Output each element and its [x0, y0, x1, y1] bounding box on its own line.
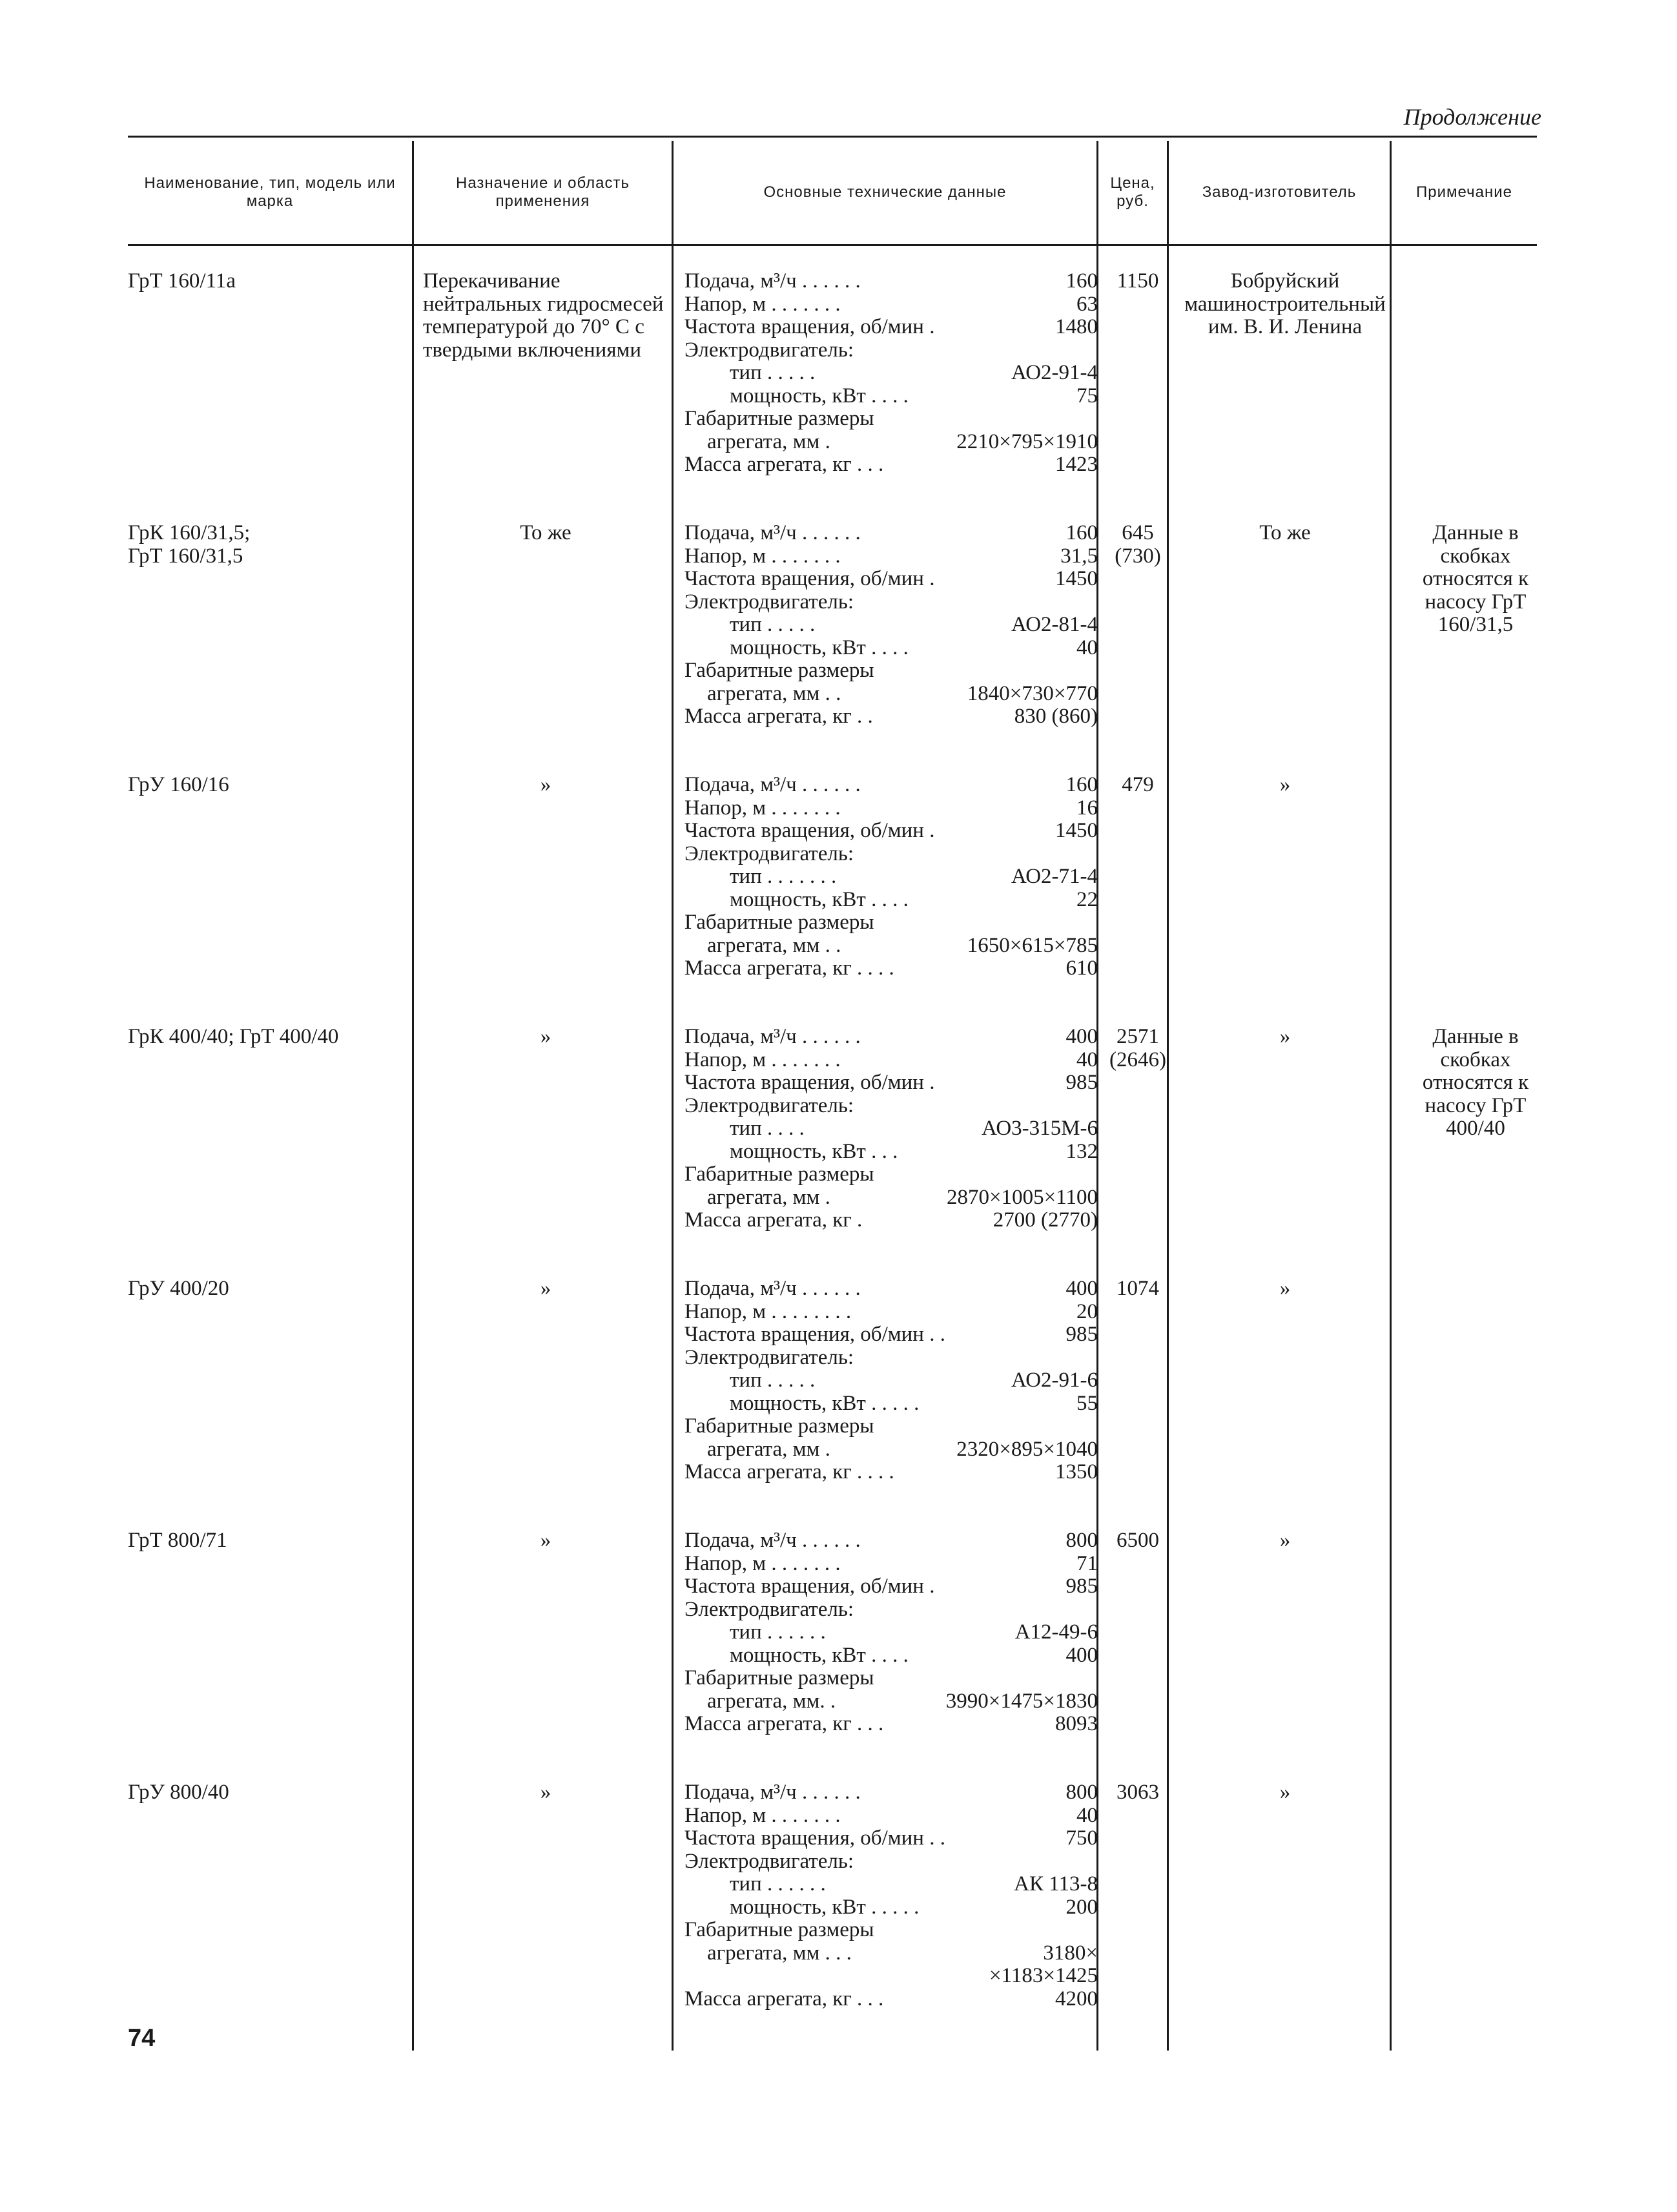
- tech-line: [684, 1277, 1098, 1301]
- pump-model: ГрУ 400/20: [128, 1277, 229, 1300]
- tech-line: [684, 889, 1098, 912]
- column-divider: [412, 141, 414, 2051]
- tech-value: 610: [1065, 956, 1098, 980]
- tech-label: Подача, м³/ч . . . . . .: [684, 1781, 861, 1804]
- pump-model: ГрК 400/40; ГрТ 400/40: [128, 1025, 339, 1048]
- tech-line: [684, 1071, 1098, 1095]
- tech-value: 3180×: [1043, 1941, 1098, 1965]
- tech-value: 2870×1005×1100: [947, 1185, 1098, 1209]
- tech-line: [684, 270, 1098, 293]
- tech-line: [684, 1781, 1098, 1804]
- tech-label: Частота вращения, об/мин . .: [684, 1826, 945, 1850]
- tech-line: [684, 1965, 1098, 1988]
- tech-value: 800: [1065, 1529, 1098, 1552]
- manufacturer: »: [1279, 1025, 1291, 1048]
- tech-line: [684, 1942, 1098, 1965]
- tech-line: [684, 1598, 1098, 1622]
- tech-line: [684, 293, 1098, 316]
- tech-line: [684, 568, 1098, 591]
- tech-line: [684, 1392, 1098, 1416]
- tech-label: мощность, кВт . . . .: [730, 636, 909, 659]
- tech-label: Подача, м³/ч . . . . . .: [684, 269, 861, 293]
- tech-label: Подача, м³/ч . . . . . .: [684, 1529, 861, 1552]
- purpose-text: То же: [520, 521, 571, 544]
- tech-label: Частота вращения, об/мин . .: [684, 1323, 945, 1346]
- tech-label: Масса агрегата, кг . . . .: [684, 956, 894, 980]
- tech-value: 1350: [1055, 1460, 1098, 1483]
- manufacturer: »: [1279, 1529, 1291, 1552]
- tech-label: тип . . . . .: [730, 1369, 816, 1392]
- tech-line: [684, 1804, 1098, 1828]
- header-purpose: Назначение и область применения: [456, 174, 630, 210]
- tech-label: агрегата, мм . .: [707, 681, 841, 705]
- tech-label: мощность, кВт . . . .: [730, 384, 909, 408]
- tech-line: [684, 865, 1098, 889]
- price: 645 (730): [1115, 521, 1161, 568]
- tech-label: мощность, кВт . . . .: [730, 1643, 909, 1667]
- tech-label: Габаритные размеры: [684, 911, 874, 934]
- tech-line: [684, 339, 1098, 362]
- tech-value: 400: [1065, 1643, 1098, 1667]
- tech-value: 160: [1065, 521, 1098, 544]
- note: Данные в скобках относятся к насосу ГрТ 160/31,5: [1422, 521, 1529, 636]
- tech-value: АО2-91-6: [1011, 1369, 1098, 1392]
- technical-data: [684, 270, 1098, 477]
- manufacturer: »: [1279, 773, 1291, 796]
- tech-value: 40: [1076, 636, 1098, 659]
- tech-line: [684, 1919, 1098, 1942]
- purpose-text: »: [540, 1025, 551, 1048]
- tech-value: АО2-71-4: [1011, 865, 1098, 888]
- tech-line: [684, 1621, 1098, 1644]
- tech-line: [684, 1186, 1098, 1210]
- tech-label: Электродвигатель:: [684, 1345, 854, 1369]
- tech-value: 2320×895×1040: [956, 1437, 1098, 1461]
- technical-data: [684, 1026, 1098, 1232]
- tech-value: 400: [1065, 1277, 1098, 1300]
- header-maker: Завод-изготовитель: [1202, 183, 1357, 201]
- column-divider: [1390, 141, 1392, 2051]
- tech-line: [684, 1117, 1098, 1141]
- table-top-rule: [128, 136, 1537, 138]
- tech-label: мощность, кВт . . . . .: [730, 1391, 920, 1415]
- tech-line: [684, 1827, 1098, 1850]
- tech-label: Габаритные размеры: [684, 1666, 874, 1690]
- tech-label: Масса агрегата, кг . . .: [684, 1712, 884, 1735]
- tech-line: [684, 408, 1098, 431]
- tech-value: 8093: [1055, 1712, 1098, 1735]
- purpose-text: »: [540, 1277, 551, 1300]
- tech-value: 985: [1065, 1575, 1098, 1598]
- note: Данные в скобках относятся к насосу ГрТ 400/40: [1422, 1025, 1529, 1140]
- column-divider: [672, 141, 674, 2051]
- tech-line: [684, 1575, 1098, 1598]
- tech-value: 71: [1076, 1551, 1098, 1575]
- tech-line: [684, 820, 1098, 843]
- tech-line: [684, 1209, 1098, 1232]
- price: 2571 (2646): [1109, 1025, 1166, 1071]
- tech-value: 160: [1065, 773, 1098, 796]
- tech-label: Напор, м . . . . . . .: [684, 796, 841, 820]
- tech-value: 1650×615×785: [967, 933, 1098, 957]
- tech-label: агрегата, мм . .: [707, 933, 841, 957]
- tech-value: 20: [1076, 1299, 1098, 1323]
- tech-value: ×1183×1425: [989, 1964, 1098, 1987]
- tech-label: тип . . . . . .: [730, 1620, 826, 1644]
- page-number: 74: [128, 2025, 156, 2052]
- tech-label: Масса агрегата, кг . . . .: [684, 1460, 894, 1483]
- tech-line: [684, 683, 1098, 706]
- tech-label: агрегата, мм .: [707, 1437, 830, 1461]
- technical-data: [684, 1529, 1098, 1736]
- tech-value: 1423: [1055, 453, 1098, 476]
- tech-value: 160: [1065, 269, 1098, 293]
- tech-line: [684, 1347, 1098, 1370]
- tech-value: 75: [1076, 384, 1098, 408]
- tech-value: 200: [1065, 1895, 1098, 1919]
- tech-value: 40: [1076, 1803, 1098, 1827]
- tech-line: [684, 911, 1098, 935]
- tech-value: 31,5: [1060, 544, 1098, 568]
- tech-line: [684, 522, 1098, 545]
- price: 479: [1122, 773, 1154, 796]
- tech-label: Масса агрегата, кг . . .: [684, 453, 884, 476]
- tech-line: [684, 431, 1098, 454]
- purpose-text: »: [540, 1781, 551, 1804]
- tech-value: 2700 (2770): [993, 1208, 1098, 1232]
- tech-label: мощность, кВт . . . . .: [730, 1895, 920, 1919]
- tech-line: [684, 362, 1098, 385]
- tech-line: [684, 1163, 1098, 1186]
- tech-label: Напор, м . . . . . . .: [684, 1803, 841, 1827]
- tech-line: [684, 1369, 1098, 1392]
- tech-label: тип . . . . . . .: [730, 865, 837, 888]
- tech-label: Подача, м³/ч . . . . . .: [684, 773, 861, 796]
- tech-label: Электродвигатель:: [684, 842, 854, 865]
- price: 3063: [1116, 1781, 1159, 1804]
- tech-label: Масса агрегата, кг . .: [684, 705, 873, 728]
- tech-line: [684, 1438, 1098, 1462]
- tech-label: Частота вращения, об/мин .: [684, 315, 935, 338]
- tech-line: [684, 843, 1098, 866]
- manufacturer: Бобруйский машиностроительный им. В. И. Ленина: [1184, 269, 1386, 338]
- tech-label: Габаритные размеры: [684, 407, 874, 430]
- pump-model: ГрК 160/31,5; ГрТ 160/31,5: [128, 521, 251, 568]
- tech-value: 63: [1076, 292, 1098, 316]
- tech-line: [684, 797, 1098, 820]
- tech-label: Электродвигатель:: [684, 1849, 854, 1873]
- tech-value: 830 (860): [1014, 705, 1098, 728]
- header-price: Цена, руб.: [1110, 174, 1155, 210]
- tech-label: тип . . . . . .: [730, 1872, 826, 1896]
- tech-line: [684, 935, 1098, 958]
- pump-model: ГрУ 800/40: [128, 1781, 229, 1804]
- tech-label: Напор, м . . . . . . .: [684, 292, 841, 316]
- tech-value: 985: [1065, 1323, 1098, 1346]
- tech-label: Габаритные размеры: [684, 1918, 874, 1941]
- tech-label: Подача, м³/ч . . . . . .: [684, 1025, 861, 1048]
- tech-value: А12-49-6: [1014, 1620, 1098, 1644]
- tech-value: АО2-91-4: [1011, 361, 1098, 384]
- tech-label: Напор, м . . . . . . .: [684, 1048, 841, 1071]
- pump-model: ГрУ 160/16: [128, 773, 229, 796]
- tech-label: агрегата, мм. .: [707, 1689, 836, 1713]
- tech-value: 400: [1065, 1025, 1098, 1048]
- manufacturer: »: [1279, 1277, 1291, 1300]
- purpose-text: »: [540, 773, 551, 796]
- tech-line: [684, 614, 1098, 637]
- tech-line: [684, 774, 1098, 797]
- tech-label: Подача, м³/ч . . . . . .: [684, 1277, 861, 1300]
- purpose-text: »: [540, 1529, 551, 1552]
- technical-data: [684, 522, 1098, 729]
- tech-line: [684, 1323, 1098, 1347]
- tech-label: тип . . . . .: [730, 361, 816, 384]
- tech-label: Частота вращения, об/мин .: [684, 1071, 935, 1094]
- tech-label: агрегата, мм .: [707, 429, 830, 453]
- pump-model: ГрТ 160/11а: [128, 269, 236, 293]
- tech-label: Подача, м³/ч . . . . . .: [684, 521, 861, 544]
- tech-line: [684, 1026, 1098, 1049]
- tech-label: мощность, кВт . . . .: [730, 887, 909, 911]
- tech-label: Габаритные размеры: [684, 1163, 874, 1186]
- manufacturer: »: [1279, 1781, 1291, 1804]
- tech-line: [684, 316, 1098, 339]
- header-name: Наименование, тип, модель или марка: [144, 174, 396, 210]
- tech-label: Напор, м . . . . . . .: [684, 544, 841, 568]
- tech-label: Масса агрегата, кг .: [684, 1208, 863, 1232]
- tech-line: [684, 385, 1098, 408]
- tech-label: мощность, кВт . . .: [730, 1139, 898, 1163]
- tech-line: [684, 1873, 1098, 1896]
- tech-label: тип . . . .: [730, 1117, 805, 1140]
- tech-line: [684, 1713, 1098, 1736]
- tech-value: 800: [1065, 1781, 1098, 1804]
- tech-label: агрегата, мм .: [707, 1185, 830, 1209]
- tech-line: [684, 1095, 1098, 1118]
- table-header-rule: [128, 244, 1537, 246]
- tech-label: Частота вращения, об/мин .: [684, 567, 935, 590]
- tech-label: Частота вращения, об/мин .: [684, 1575, 935, 1598]
- tech-value: 16: [1076, 796, 1098, 820]
- tech-line: [684, 591, 1098, 614]
- price: 1074: [1116, 1277, 1159, 1300]
- technical-data: [684, 1781, 1098, 2010]
- tech-label: агрегата, мм . . .: [707, 1941, 852, 1965]
- price: 6500: [1116, 1529, 1159, 1552]
- tech-line: [684, 1301, 1098, 1324]
- tech-label: Электродвигатель:: [684, 1093, 854, 1117]
- tech-value: 2210×795×1910: [956, 429, 1098, 453]
- tech-label: Габаритные размеры: [684, 659, 874, 682]
- tech-line: [684, 1667, 1098, 1690]
- tech-line: [684, 1690, 1098, 1713]
- tech-value: 22: [1076, 887, 1098, 911]
- header-tech: Основные технические данные: [763, 183, 1007, 201]
- column-divider: [1167, 141, 1169, 2051]
- price: 1150: [1116, 269, 1159, 293]
- tech-label: Масса агрегата, кг . . .: [684, 1987, 884, 2010]
- header-note: Примечание: [1416, 183, 1512, 201]
- tech-label: тип . . . . .: [730, 613, 816, 636]
- tech-line: [684, 1988, 1098, 2011]
- tech-value: 750: [1065, 1826, 1098, 1850]
- manufacturer: То же: [1259, 521, 1311, 544]
- tech-line: [684, 1644, 1098, 1668]
- tech-line: [684, 1896, 1098, 1919]
- tech-line: [684, 1461, 1098, 1484]
- tech-value: 1450: [1055, 819, 1098, 842]
- tech-label: Электродвигатель:: [684, 1597, 854, 1621]
- tech-label: Частота вращения, об/мин .: [684, 819, 935, 842]
- tech-label: Электродвигатель:: [684, 590, 854, 614]
- tech-value: АК 113-8: [1014, 1872, 1098, 1896]
- tech-value: 4200: [1055, 1987, 1098, 2010]
- tech-value: 1450: [1055, 567, 1098, 590]
- tech-value: 1480: [1055, 315, 1098, 338]
- tech-line: [684, 1553, 1098, 1576]
- tech-line: [684, 1049, 1098, 1072]
- tech-value: 55: [1076, 1391, 1098, 1415]
- tech-line: [684, 1529, 1098, 1553]
- tech-line: [684, 1415, 1098, 1438]
- purpose-text: Перекачивание нейтральных гидросмесей температурой до 70° С с твердыми включениями: [423, 269, 664, 362]
- technical-data: [684, 1277, 1098, 1484]
- tech-line: [684, 1850, 1098, 1874]
- tech-line: [684, 659, 1098, 683]
- tech-line: [684, 1141, 1098, 1164]
- tech-line: [684, 637, 1098, 660]
- tech-value: АО3-315М-6: [982, 1117, 1098, 1140]
- tech-label: Электродвигатель:: [684, 338, 854, 362]
- technical-data: [684, 774, 1098, 980]
- tech-value: 985: [1065, 1071, 1098, 1094]
- tech-line: [684, 545, 1098, 568]
- tech-value: 3990×1475×1830: [945, 1689, 1098, 1713]
- tech-line: [684, 453, 1098, 477]
- continuation-label: Продолжение: [1403, 104, 1541, 130]
- tech-line: [684, 957, 1098, 980]
- tech-value: АО2-81-4: [1011, 613, 1098, 636]
- tech-value: 132: [1065, 1139, 1098, 1163]
- tech-value: 1840×730×770: [967, 681, 1098, 705]
- tech-label: Габаритные размеры: [684, 1414, 874, 1438]
- tech-line: [684, 705, 1098, 729]
- tech-value: 40: [1076, 1048, 1098, 1071]
- pump-model: ГрТ 800/71: [128, 1529, 227, 1552]
- tech-label: Напор, м . . . . . . . .: [684, 1299, 852, 1323]
- tech-label: Напор, м . . . . . . .: [684, 1551, 841, 1575]
